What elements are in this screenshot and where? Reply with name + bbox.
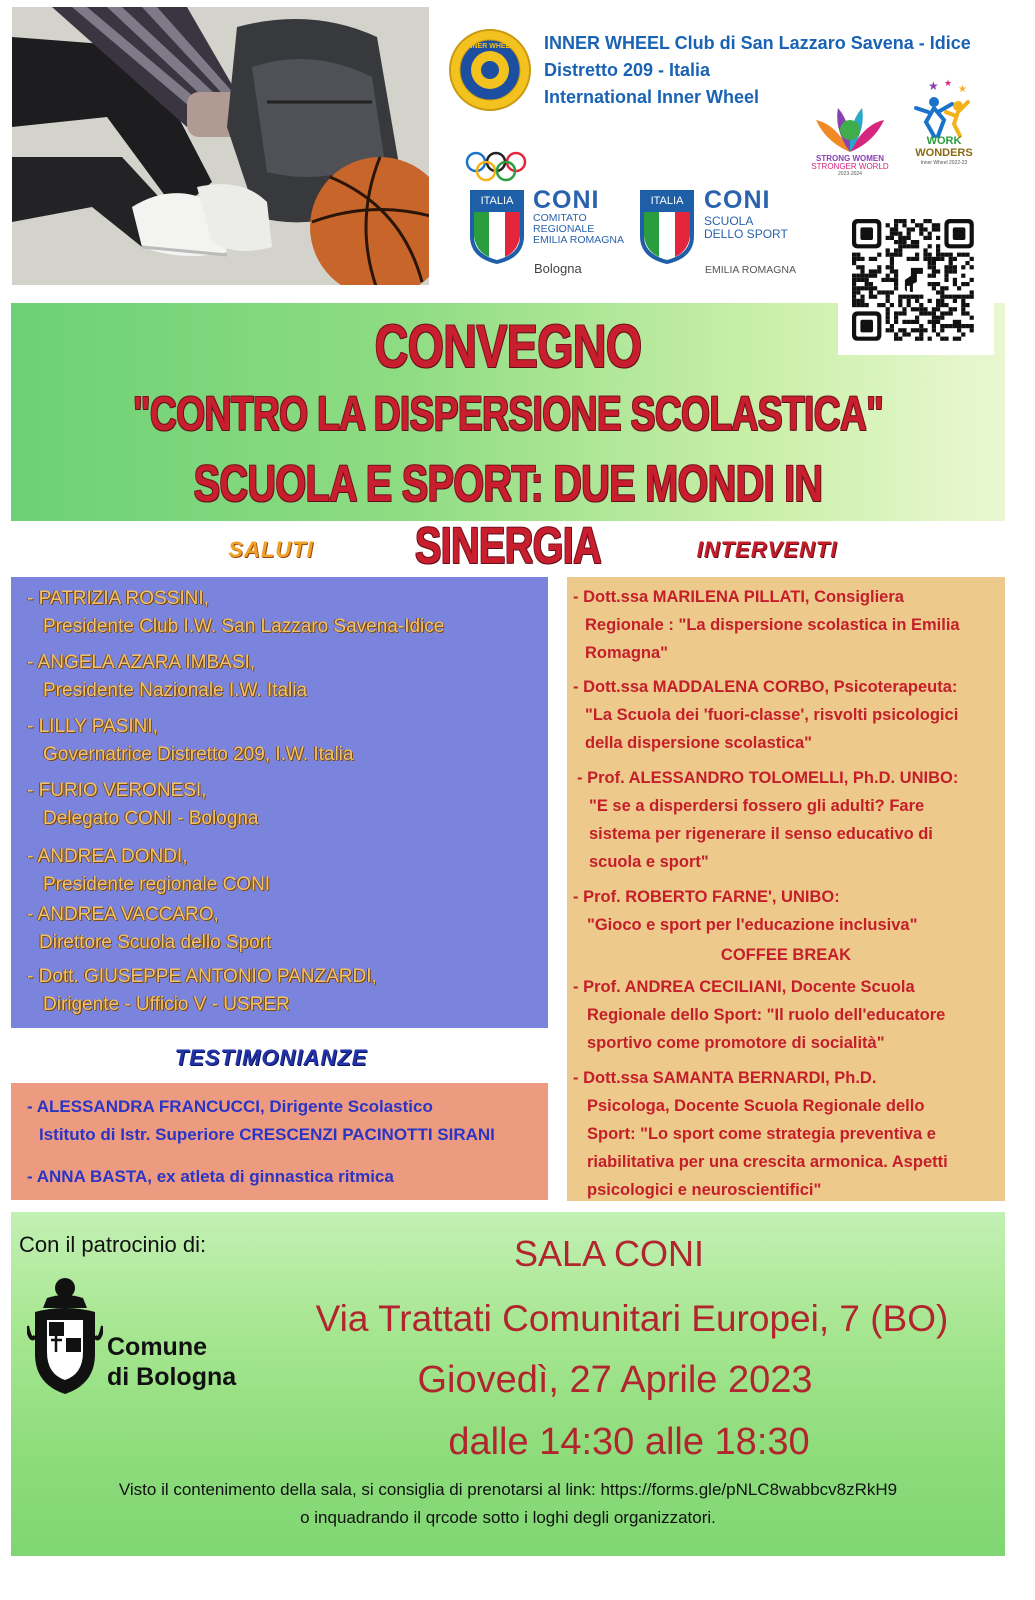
coffee-break: COFFEE BREAK xyxy=(720,946,852,964)
interventi-title: INTERVENTI xyxy=(696,537,838,562)
event-date: Giovedì, 27 Aprile 2023 xyxy=(417,1359,813,1401)
coni-scuola-logo xyxy=(704,188,788,241)
intervento-line: della dispersione scolastica" xyxy=(585,734,813,752)
intervento-line: sistema per rigenerare il senso educativo di xyxy=(589,825,933,843)
saluti-panel xyxy=(11,577,548,1028)
saluti-entry xyxy=(27,901,271,957)
testimonianza-line: - ALESSANDRA FRANCUCCI, Dirigente Scolastico xyxy=(27,1097,433,1116)
coni-name: CONI xyxy=(533,186,600,214)
testimonianze-panel xyxy=(11,1083,548,1200)
saluti-role: Governatrice Distretto 209, I.W. Italia xyxy=(43,744,354,765)
coni-sub-1: COMITATO xyxy=(533,212,587,224)
work-wonders-line3: Inner Wheel 2022-23 xyxy=(920,160,968,166)
coni-city: Bologna xyxy=(534,261,582,276)
work-wonders-line1: WORK xyxy=(926,135,962,147)
saluti-name: - LILLY PASINI, xyxy=(27,716,158,737)
olympic-rings-icon xyxy=(464,150,528,182)
saluti-name: - PATRIZIA ROSSINI, xyxy=(27,588,209,609)
work-wonders-line2: WONDERS xyxy=(915,147,973,159)
saluti-role: Presidente regionale CONI xyxy=(43,874,271,895)
saluti-name: - ANGELA AZARA IMBASI, xyxy=(27,652,256,673)
strong-women-line3: 2023-2024 xyxy=(838,171,862,177)
saluti-entry xyxy=(27,843,270,899)
svg-text:ITALIA: ITALIA xyxy=(480,195,514,207)
coni-name-2: CONI xyxy=(704,186,771,214)
event-time: dalle 14:30 alle 18:30 xyxy=(448,1421,810,1463)
italia-shield-icon-2 xyxy=(638,188,696,266)
strong-women-logo xyxy=(808,102,892,178)
intervento-line: - Dott.ssa MADDALENA CORBO, Psicoterapeuta: xyxy=(573,678,958,696)
saluti-role: Direttore Scuola dello Sport xyxy=(39,932,272,953)
org-line-2: Distretto 209 - Italia xyxy=(544,60,711,80)
saluti-name: - FURIO VERONESI, xyxy=(27,780,207,801)
intervento-line: Romagna" xyxy=(585,644,668,662)
intervento-entry xyxy=(573,973,945,1057)
intervento-line: Regionale : "La dispersione scolastica in Emilia xyxy=(585,616,960,634)
comune-name xyxy=(107,1332,236,1392)
booking-note-line-2: o inquadrando il qrcode sotto i loghi degli organizzatori. xyxy=(300,1508,716,1527)
banner-title-tagline: SCUOLA E SPORT: DUE MONDI IN SINERGIA xyxy=(193,455,823,574)
comune-bologna-crest-icon xyxy=(27,1274,103,1398)
svg-text:★: ★ xyxy=(928,79,939,93)
coni-regionale-logo xyxy=(533,188,624,246)
strong-women-line2: STRONGER WORLD xyxy=(811,162,889,171)
saluti-role: Dirigente - Ufficio V - USRER xyxy=(43,994,290,1015)
booking-note xyxy=(11,1476,1005,1532)
intervento-line: Sport: "Lo sport come strategia preventiva e xyxy=(587,1125,936,1143)
work-wonders-logo xyxy=(908,78,980,188)
booking-note-line-1: Visto il contenimento della sala, si consiglia di prenotarsi al link: https://forms.gle/pNLC8wabbcv8zRkH9 xyxy=(118,1480,898,1499)
interventi-panel xyxy=(567,577,1005,1201)
saluti-entry xyxy=(27,649,307,705)
banner-title-subject: "CONTRO LA DISPERSIONE SCOLASTICA" xyxy=(132,388,884,441)
intervento-line: sportivo come promotore di socialità" xyxy=(587,1034,885,1052)
intervento-line: scuola e sport" xyxy=(589,853,709,871)
intervento-line: "La Scuola dei 'fuori-classe', risvolti psicologici xyxy=(585,706,959,724)
banner-title-convegno: CONVEGNO xyxy=(374,313,642,380)
strong-women-line1: STRONG WOMEN xyxy=(816,154,884,163)
comune-line-1: Comune xyxy=(107,1333,207,1361)
saluti-entry xyxy=(27,777,258,833)
intervento-line: "E se a disperdersi fossero gli adulti? Fare xyxy=(589,797,925,815)
svg-text:★: ★ xyxy=(944,78,953,88)
org-line-3: International Inner Wheel xyxy=(544,87,760,107)
saluti-role: Delegato CONI - Bologna xyxy=(43,808,259,829)
saluti-name: - ANDREA VACCARO, xyxy=(27,904,219,925)
coni2-region: EMILIA ROMAGNA xyxy=(705,264,797,276)
inner-wheel-logo xyxy=(448,28,532,112)
testimonianza-line: - ANNA BASTA, ex atleta di ginnastica ritmica xyxy=(27,1167,394,1186)
venue-address: Via Trattati Comunitari Europei, 7 (BO) xyxy=(315,1298,949,1339)
intervento-entry xyxy=(573,583,960,667)
hero-photo xyxy=(12,7,429,285)
saluti-title: SALUTI xyxy=(228,537,314,562)
intervento-line: - Dott.ssa SAMANTA BERNARDI, Ph.D. xyxy=(573,1069,877,1087)
intervento-line: psicologici e neuroscientifici" xyxy=(587,1181,822,1199)
coni2-sub-1: SCUOLA xyxy=(704,214,754,228)
patrocinio-label: Con il patrocinio di: xyxy=(19,1232,207,1257)
coni-sub-3: EMILIA ROMAGNA xyxy=(533,234,625,246)
intervento-entry xyxy=(573,883,917,939)
intervento-line: - Prof. ROBERTO FARNE', UNIBO: xyxy=(573,888,840,906)
event-info-panel xyxy=(11,1212,1005,1556)
testimonianze-title: TESTIMONIANZE xyxy=(174,1045,368,1070)
saluti-role: Presidente Club I.W. San Lazzaro Savena-Idice xyxy=(43,616,445,637)
coni2-sub-2: DELLO SPORT xyxy=(704,227,788,241)
venue-name: SALA CONI xyxy=(513,1233,705,1274)
intervento-line: Psicologa, Docente Scuola Regionale dello xyxy=(587,1097,925,1115)
comune-line-2: di Bologna xyxy=(107,1363,237,1391)
saluti-role: Presidente Nazionale I.W. Italia xyxy=(43,680,308,701)
testimonianza-line: Istituto di Istr. Superiore CRESCENZI PACINOTTI SIRANI xyxy=(39,1125,495,1144)
intervento-line: - Prof. ALESSANDRO TOLOMELLI, Ph.D. UNIBO: xyxy=(577,769,959,787)
svg-text:ITALIA: ITALIA xyxy=(650,195,684,207)
saluti-entry xyxy=(27,713,353,769)
saluti-entry xyxy=(27,963,377,1019)
org-line-1: INNER WHEEL Club di San Lazzaro Savena - Idice xyxy=(544,33,971,53)
intervento-line: - Prof. ANDREA CECILIANI, Docente Scuola xyxy=(573,978,915,996)
italia-shield-icon xyxy=(468,188,526,266)
saluti-entry xyxy=(27,585,444,641)
intervento-entry xyxy=(573,673,958,757)
intervento-line: Regionale dello Sport: "Il ruolo dell'educatore xyxy=(587,1006,946,1024)
saluti-name: - ANDREA DONDI, xyxy=(27,846,188,867)
intervento-line: - Dott.ssa MARILENA PILLATI, Consigliera xyxy=(573,588,904,606)
intervento-entry xyxy=(577,764,958,876)
svg-text:INNER WHEEL: INNER WHEEL xyxy=(465,43,515,50)
saluti-name: - Dott. GIUSEPPE ANTONIO PANZARDI, xyxy=(27,966,377,987)
intervento-line: "Gioco e sport per l'educazione inclusiva" xyxy=(587,916,918,934)
coni-sub-2: REGIONALE xyxy=(533,223,595,235)
intervento-entry xyxy=(573,1064,948,1204)
svg-text:★: ★ xyxy=(958,84,967,95)
qr-code[interactable] xyxy=(838,207,994,355)
qr-code-image xyxy=(838,207,994,355)
intervento-line: riabilitativa per una crescita armonica. Aspetti xyxy=(587,1153,948,1171)
student-backpack-basketball-image xyxy=(12,7,429,285)
